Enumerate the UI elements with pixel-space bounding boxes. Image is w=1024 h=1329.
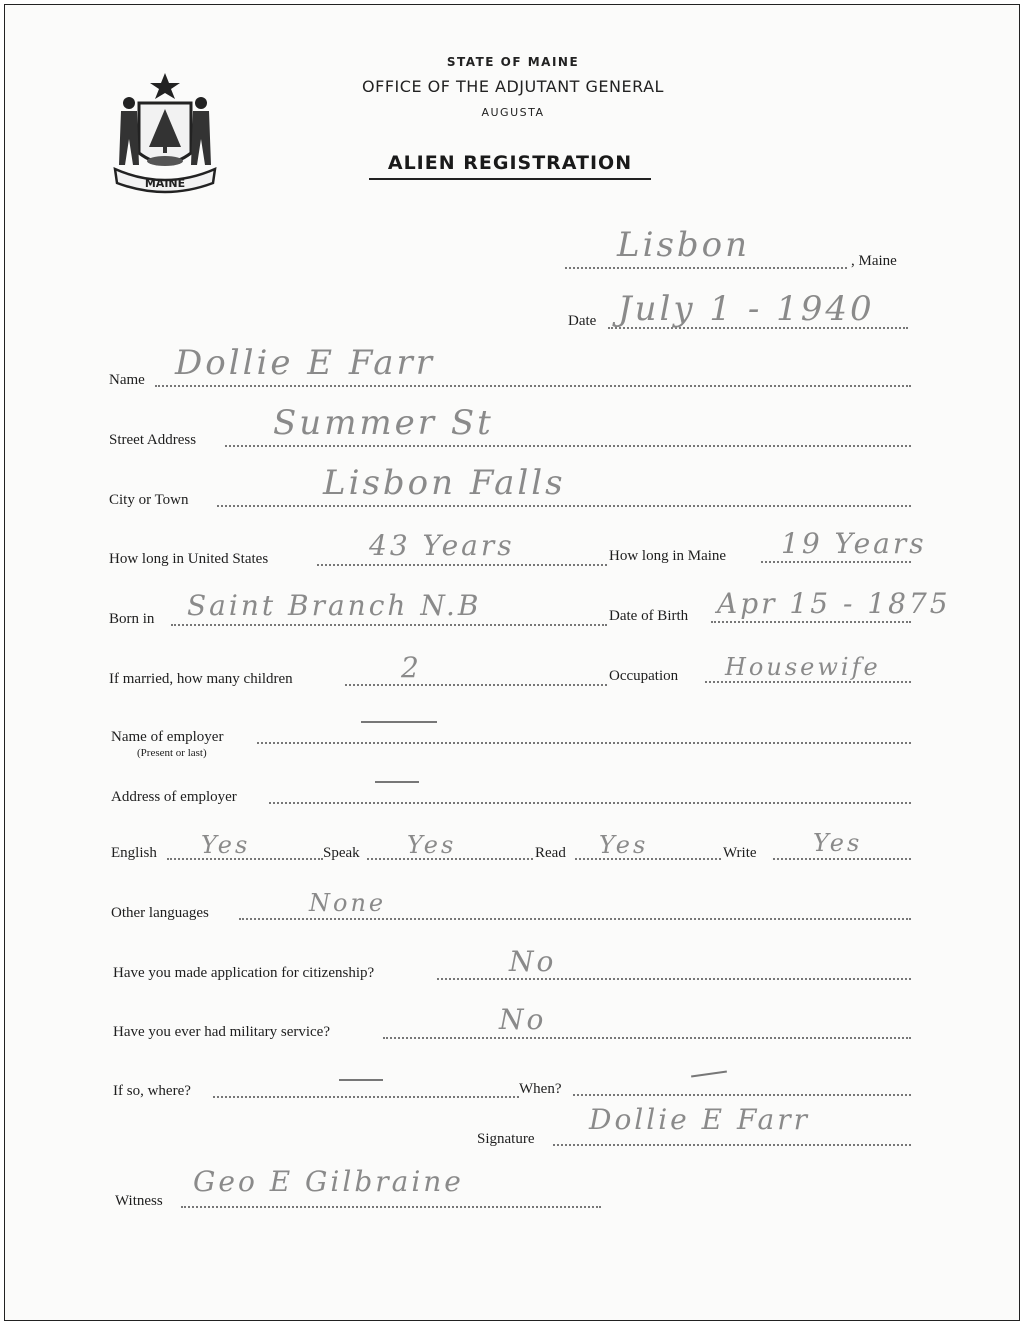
city-value: Lisbon Falls <box>323 463 566 503</box>
read-label: Read <box>535 845 566 861</box>
write-label: Write <box>723 845 757 861</box>
citizenship-label: Have you made application for citizenship? <box>113 965 375 981</box>
military-label: Have you ever had military service? <box>113 1024 330 1040</box>
employer-address-label: Address of employer <box>111 789 237 805</box>
dob-value: Apr 15 - 1875 <box>717 587 951 620</box>
form-title: ALIEN REGISTRATION <box>369 152 651 180</box>
where-blank-mark <box>339 1079 383 1081</box>
employer-label: Name of employer <box>111 729 224 745</box>
where-label: If so, where? <box>113 1083 191 1099</box>
children-label: If married, how many children <box>109 671 293 687</box>
speak-label: Speak <box>323 845 360 861</box>
date-value: July 1 - 1940 <box>618 289 875 329</box>
long-maine-value: 19 Years <box>781 527 927 560</box>
street-label: Street Address <box>109 432 197 448</box>
employer-blank-mark <box>361 721 437 723</box>
maine-label: , Maine <box>851 253 897 269</box>
header-city: AUGUSTA <box>481 106 545 119</box>
citizenship-value: No <box>509 945 557 978</box>
employer-address-blank-mark <box>375 781 419 783</box>
read-value: Yes <box>599 831 649 859</box>
name-value: Dollie E Farr <box>175 343 435 383</box>
born-value: Saint Branch N.B <box>187 589 482 622</box>
children-value: 2 <box>401 651 422 684</box>
city-label: City or Town <box>109 492 189 508</box>
long-us-value: 43 Years <box>369 529 515 562</box>
long-maine-label: How long in Maine <box>609 548 727 564</box>
signature-label: Signature <box>477 1131 535 1147</box>
other-languages-label: Other languages <box>111 905 209 921</box>
dob-label: Date of Birth <box>609 608 689 624</box>
header-office: OFFICE OF THE ADJUTANT GENERAL <box>362 77 664 96</box>
street-value: Summer St <box>273 403 494 443</box>
occupation-label: Occupation <box>609 668 679 684</box>
when-label: When? <box>519 1081 562 1097</box>
name-label: Name <box>109 372 145 388</box>
registration-form <box>4 4 1020 1321</box>
signature-value: Dollie E Farr <box>589 1103 810 1136</box>
long-us-label: How long in United States <box>109 551 269 567</box>
speak-value: Yes <box>407 831 457 859</box>
other-languages-value: None <box>309 889 387 917</box>
witness-label: Witness <box>115 1193 163 1209</box>
town-value: Lisbon <box>617 225 751 265</box>
military-value: No <box>499 1003 547 1036</box>
when-blank-mark <box>691 1071 727 1078</box>
born-label: Born in <box>109 611 155 627</box>
english-label: English <box>111 845 157 861</box>
english-value: Yes <box>201 831 251 859</box>
witness-value: Geo E Gilbraine <box>193 1165 464 1198</box>
svg-text:MAINE: MAINE <box>144 177 186 190</box>
header-state: STATE OF MAINE <box>446 55 580 69</box>
occupation-value: Housewife <box>725 653 881 681</box>
employer-sublabel: (Present or last) <box>137 747 207 759</box>
write-value: Yes <box>813 829 863 857</box>
date-label: Date <box>568 313 597 329</box>
